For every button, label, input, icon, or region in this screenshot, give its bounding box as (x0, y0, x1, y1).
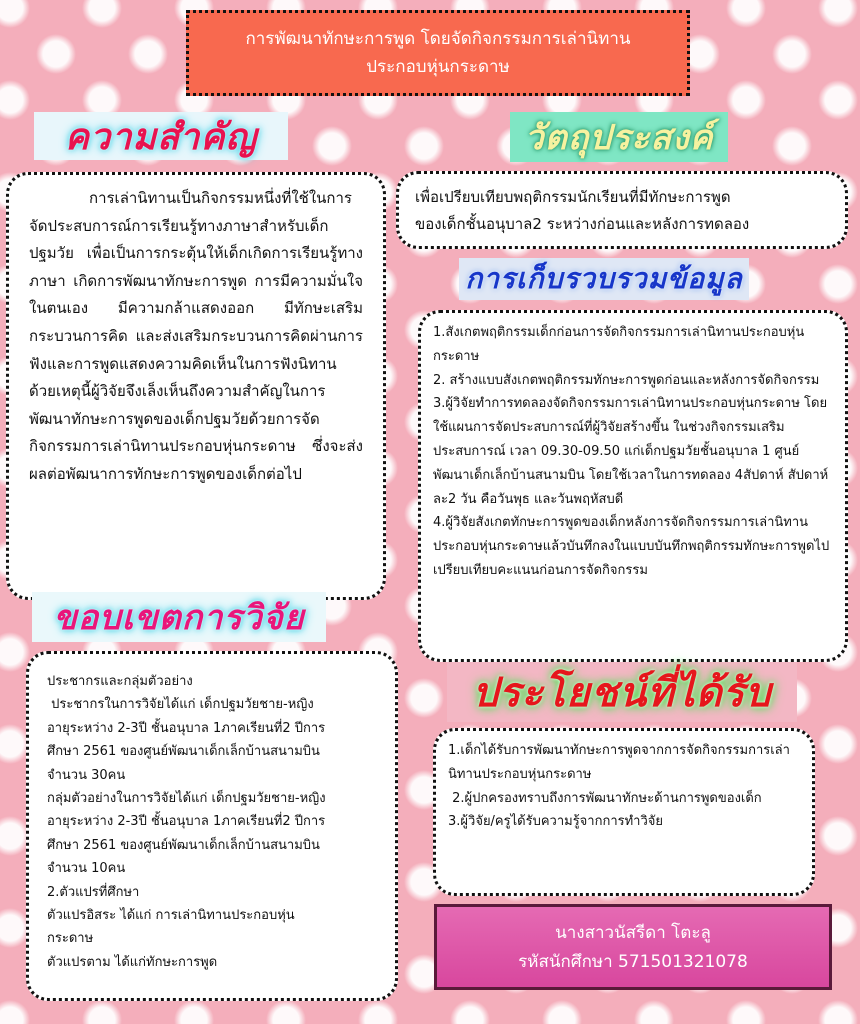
collection-box (418, 310, 848, 662)
benefit-item-2: 2.ผู้ปกครองทราบถึงการพัฒนาทักษะด้านการพูดของเด็ก (448, 790, 762, 806)
scope-line: อายุระหว่าง 2-3ปี ชั้นอนุบาล 1ภาคเรียนที่2 ปีการ (47, 720, 326, 736)
scope-line: 2.ตัวแปรที่ศึกษา (47, 884, 140, 900)
scope-heading: ขอบเขตการวิจัย (32, 592, 326, 642)
benefit-item-1: 1.เด็กได้รับการพัฒนาทักษะการพูดจากการจัดกิจกรรมการเล่านิทานประกอบหุ่นกระดาษ (448, 743, 790, 782)
scope-line: ประชากรในการวิจัยได้แก่ เด็กปฐมวัยชาย-หญิง (47, 697, 314, 713)
scope-line: ศึกษา 2561 ของศูนย์พัฒนาเด็กเล็กบ้านสนามบิน (47, 837, 320, 853)
scope-line: จำนวน 30คน (47, 767, 126, 783)
author-box (434, 904, 832, 990)
title-line-1: การพัฒนาทักษะการพูด โดยจัดกิจกรรมการเล่านิทาน (245, 29, 631, 49)
collection-item-3: 3.ผู้วิจัยทำการทดลองจัดกิจกรรมการเล่านิทานประกอบหุ่นกระดาษ โดยใช้แผนการจัดประสบการณ์ที่ผู้วิจัยสร้างขึ้น ในช่วงกิจกรรมเสริมประสบการณ์ เวลา 09.30-09.50 แก่เด็กปฐมวัยชั้นอนุบาล 1 ศูนย์พัฒนาเด็กเล็กบ้านสนามบิน โดยใช้เวลาในการทดลอง 4สัปดาห์ สัปดาห์ละ2 วัน คือวันพุธ และวันพฤหัสบดี (433, 396, 829, 507)
scope-line: ศึกษา 2561 ของศูนย์พัฒนาเด็กเล็กบ้านสนามบิน (47, 744, 320, 760)
scope-line: อายุระหว่าง 2-3ปี ชั้นอนุบาล 1ภาคเรียนที่2 ปีการ (47, 814, 326, 830)
author-student-id: รหัสนักศึกษา 571501321078 (518, 952, 748, 972)
author-name: นางสาวนัสรีดา โตะลู (555, 923, 711, 943)
objective-line-1: เพื่อเปรียบเทียบพฤติกรรมนักเรียนที่มีทักษะการพูด (415, 188, 731, 206)
scope-line: ตัวแปรอิสระ ได้แก่ การเล่านิทานประกอบหุ่น (47, 908, 295, 924)
objective-heading: วัตถุประสงค์ (510, 112, 728, 162)
title-line-2: ประกอบหุ่นกระดาษ (366, 57, 510, 77)
collection-item-1: 1.สังเกตพฤติกรรมเด็กก่อนการจัดกิจกรรมการเล่านิทานประกอบหุ่นกระดาษ (433, 325, 805, 364)
benefit-heading: ประโยชน์ที่ได้รับ (447, 662, 797, 722)
benefit-box (433, 728, 815, 896)
scope-line: กลุ่มตัวอย่างในการวิจัยได้แก่ เด็กปฐมวัยชาย-หญิง (47, 791, 326, 807)
scope-line: กระดาษ (47, 931, 94, 947)
objective-box (396, 171, 848, 249)
scope-box (26, 651, 398, 1001)
objective-line-2: ของเด็กชั้นอนุบาล2 ระหว่างก่อนและหลังการทดลอง (415, 215, 750, 233)
scope-line: ตัวแปรตาม ได้แก่ทักษะการพูด (47, 954, 218, 970)
scope-line: จำนวน 10คน (47, 861, 126, 877)
collection-heading: การเก็บรวบรวมข้อมูล (459, 258, 749, 300)
title-banner (186, 10, 690, 96)
importance-text: การเล่านิทานเป็นกิจกรรมหนึ่งที่ใช้ในการจัดประสบการณ์การเรียนรู้ทางภาษาสำหรับเด็กปฐมวัย เพื่อเป็นการกระตุ้นให้เด็กเกิดการเรียนรู้ทางภาษา เกิดการพัฒนาทักษะการพูด การมีความมั่นใจในตนเอง มีความกล้าแสดงออก มีทักษะเสริมกระบวนการคิด และส่งเสริมกระบวนการคิดผ่านการฟังและการพูดแสดงความคิดเห็นในการฟังนิทาน ด้วยเหตุนี้ผู้วิจัยจึงเล็งเห็นถึงความสำคัญในการพัฒนาทักษะการพูดของเด็กปฐมวัยด้วยการจัดกิจกรรมการเล่านิทานประกอบหุ่นกระดาษ ซึ่งจะส่งผลต่อพัฒนาการทักษะการพูดของเด็กต่อไป (29, 189, 363, 483)
importance-box (6, 172, 386, 600)
benefit-item-3: 3.ผู้วิจัย/ครูได้รับความรู้จากการทำวิจัย (448, 814, 664, 830)
importance-heading: ความสำคัญ (34, 112, 288, 160)
collection-item-4: 4.ผู้วิจัยสังเกตทักษะการพูดของเด็กหลังการจัดกิจกรรมการเล่านิทานประกอบหุ่นกระดาษแล้วบันทึกลงในแบบบันทึกพฤติกรรมทักษะการพูดไปเปรียบเทียบคะแนนก่อนการจัดกิจกรรม (433, 515, 830, 578)
scope-line: ประชากรและกลุ่มตัวอย่าง (47, 674, 193, 689)
collection-item-2: 2. สร้างแบบสังเกตพฤติกรรมทักษะการพูดก่อนและหลังการจัดกิจกรรม (433, 372, 820, 388)
